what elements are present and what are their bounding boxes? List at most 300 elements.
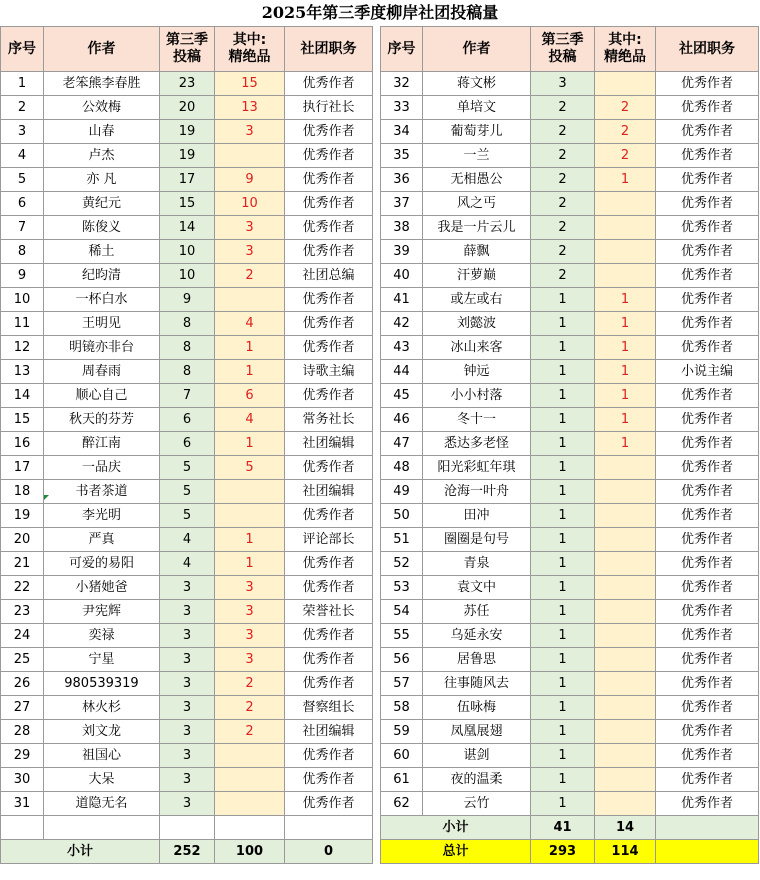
grand-total-label[interactable]: 总计 xyxy=(381,840,531,864)
row-role[interactable]: 诗歌主编 xyxy=(285,360,373,384)
row-role[interactable]: 优秀作者 xyxy=(656,240,759,264)
row-count[interactable]: 1 xyxy=(531,408,595,432)
row-no[interactable]: 40 xyxy=(381,264,423,288)
row-no[interactable]: 51 xyxy=(381,528,423,552)
row-role[interactable]: 优秀作者 xyxy=(656,792,759,816)
row-count[interactable]: 23 xyxy=(160,72,215,96)
row-no[interactable]: 3 xyxy=(1,120,44,144)
header-best-right[interactable] xyxy=(595,27,656,72)
row-count[interactable]: 1 xyxy=(531,480,595,504)
row-count[interactable]: 1 xyxy=(531,600,595,624)
header-role-right[interactable]: 社团职务 xyxy=(656,27,759,72)
row-no[interactable]: 2 xyxy=(1,96,44,120)
row-role[interactable]: 优秀作者 xyxy=(285,456,373,480)
row-best[interactable]: 2 xyxy=(595,120,656,144)
row-best[interactable] xyxy=(595,480,656,504)
row-author[interactable]: 我是一片云儿 xyxy=(423,216,531,240)
row-best[interactable] xyxy=(595,576,656,600)
row-count[interactable]: 5 xyxy=(160,504,215,528)
row-count[interactable]: 8 xyxy=(160,312,215,336)
row-best[interactable]: 3 xyxy=(215,648,285,672)
row-author[interactable]: 秋天的芬芳 xyxy=(44,408,160,432)
row-author[interactable]: 苏任 xyxy=(423,600,531,624)
row-no[interactable]: 54 xyxy=(381,600,423,624)
row-no[interactable]: 14 xyxy=(1,384,44,408)
row-author[interactable]: 一兰 xyxy=(423,144,531,168)
row-best[interactable]: 4 xyxy=(215,408,285,432)
row-role[interactable]: 优秀作者 xyxy=(285,216,373,240)
row-best[interactable] xyxy=(595,696,656,720)
row-role[interactable]: 优秀作者 xyxy=(285,336,373,360)
row-no[interactable]: 30 xyxy=(1,768,44,792)
row-count[interactable]: 14 xyxy=(160,216,215,240)
row-best[interactable] xyxy=(215,744,285,768)
row-no[interactable]: 6 xyxy=(1,192,44,216)
row-role[interactable]: 优秀作者 xyxy=(285,672,373,696)
row-count[interactable]: 1 xyxy=(531,672,595,696)
row-author[interactable]: 伍咏梅 xyxy=(423,696,531,720)
row-role[interactable]: 优秀作者 xyxy=(285,192,373,216)
row-count[interactable]: 1 xyxy=(531,624,595,648)
row-best[interactable]: 1 xyxy=(215,360,285,384)
row-author[interactable]: 或左或右 xyxy=(423,288,531,312)
row-best[interactable] xyxy=(215,504,285,528)
row-no[interactable]: 4 xyxy=(1,144,44,168)
row-role[interactable]: 社团编辑 xyxy=(285,480,373,504)
row-best[interactable]: 1 xyxy=(215,528,285,552)
row-count[interactable]: 19 xyxy=(160,144,215,168)
row-author[interactable]: 小猪她爸 xyxy=(44,576,160,600)
row-best[interactable]: 2 xyxy=(215,720,285,744)
row-best[interactable]: 13 xyxy=(215,96,285,120)
row-role[interactable]: 优秀作者 xyxy=(285,72,373,96)
row-best[interactable]: 1 xyxy=(595,360,656,384)
row-best[interactable] xyxy=(595,792,656,816)
row-role[interactable]: 优秀作者 xyxy=(285,120,373,144)
row-role[interactable]: 评论部长 xyxy=(285,528,373,552)
row-count[interactable]: 1 xyxy=(531,288,595,312)
header-no-right[interactable]: 序号 xyxy=(381,27,423,72)
row-author[interactable]: 王明见 xyxy=(44,312,160,336)
right-subtotal-count[interactable]: 41 xyxy=(531,816,595,840)
row-best[interactable] xyxy=(595,216,656,240)
row-count[interactable]: 5 xyxy=(160,480,215,504)
row-best[interactable] xyxy=(595,672,656,696)
row-no[interactable]: 12 xyxy=(1,336,44,360)
row-role[interactable]: 优秀作者 xyxy=(656,72,759,96)
row-no[interactable]: 42 xyxy=(381,312,423,336)
row-best[interactable]: 2 xyxy=(595,144,656,168)
row-best[interactable] xyxy=(215,768,285,792)
row-role[interactable]: 优秀作者 xyxy=(656,432,759,456)
row-count[interactable]: 3 xyxy=(160,792,215,816)
row-role[interactable]: 社团编辑 xyxy=(285,720,373,744)
header-count[interactable] xyxy=(160,27,215,72)
row-author[interactable]: 袁文中 xyxy=(423,576,531,600)
row-best[interactable]: 1 xyxy=(595,168,656,192)
row-author[interactable]: 冰山来客 xyxy=(423,336,531,360)
row-author[interactable]: 青泉 xyxy=(423,552,531,576)
row-no[interactable]: 45 xyxy=(381,384,423,408)
header-no[interactable]: 序号 xyxy=(1,27,44,72)
row-author[interactable]: 大呆 xyxy=(44,768,160,792)
row-count[interactable]: 3 xyxy=(160,576,215,600)
row-role[interactable]: 优秀作者 xyxy=(656,96,759,120)
row-author[interactable]: 卢杰 xyxy=(44,144,160,168)
row-role[interactable]: 优秀作者 xyxy=(656,168,759,192)
row-best[interactable]: 1 xyxy=(215,336,285,360)
row-no[interactable]: 17 xyxy=(1,456,44,480)
row-role[interactable]: 优秀作者 xyxy=(656,672,759,696)
row-no[interactable]: 7 xyxy=(1,216,44,240)
row-no[interactable]: 26 xyxy=(1,672,44,696)
row-best[interactable]: 9 xyxy=(215,168,285,192)
row-count[interactable]: 10 xyxy=(160,264,215,288)
row-author[interactable]: 单培文 xyxy=(423,96,531,120)
row-count[interactable]: 1 xyxy=(531,648,595,672)
row-no[interactable]: 46 xyxy=(381,408,423,432)
row-author[interactable]: 刘懿波 xyxy=(423,312,531,336)
row-author[interactable]: 奕禄 xyxy=(44,624,160,648)
header-author-right[interactable]: 作者 xyxy=(423,27,531,72)
row-best[interactable] xyxy=(595,456,656,480)
row-count[interactable]: 10 xyxy=(160,240,215,264)
row-count[interactable]: 2 xyxy=(531,216,595,240)
row-best[interactable] xyxy=(595,648,656,672)
row-role[interactable]: 优秀作者 xyxy=(656,528,759,552)
row-best[interactable]: 1 xyxy=(215,552,285,576)
row-author[interactable]: 小小村落 xyxy=(423,384,531,408)
row-count[interactable]: 3 xyxy=(160,720,215,744)
row-role[interactable]: 优秀作者 xyxy=(285,504,373,528)
row-no[interactable]: 53 xyxy=(381,576,423,600)
row-author[interactable]: 公效梅 xyxy=(44,96,160,120)
row-no[interactable]: 18 xyxy=(1,480,44,504)
row-no[interactable]: 35 xyxy=(381,144,423,168)
row-count[interactable]: 1 xyxy=(531,768,595,792)
row-best[interactable] xyxy=(215,288,285,312)
row-role[interactable]: 优秀作者 xyxy=(285,792,373,816)
row-role[interactable]: 优秀作者 xyxy=(656,768,759,792)
row-no[interactable]: 27 xyxy=(1,696,44,720)
row-count[interactable]: 7 xyxy=(160,384,215,408)
row-no[interactable]: 29 xyxy=(1,744,44,768)
left-subtotal-role[interactable]: 0 xyxy=(285,840,373,864)
row-no[interactable]: 62 xyxy=(381,792,423,816)
row-author[interactable]: 稀土 xyxy=(44,240,160,264)
row-author[interactable]: 祖国心 xyxy=(44,744,160,768)
row-author[interactable]: 980539319 xyxy=(44,672,160,696)
row-author[interactable]: 亦 凡 xyxy=(44,168,160,192)
row-count[interactable]: 2 xyxy=(531,192,595,216)
row-role[interactable]: 优秀作者 xyxy=(656,192,759,216)
row-count[interactable]: 19 xyxy=(160,120,215,144)
left-subtotal-label[interactable]: 小计 xyxy=(1,840,160,864)
header-count-right[interactable] xyxy=(531,27,595,72)
header-role[interactable]: 社团职务 xyxy=(285,27,373,72)
row-author[interactable]: 汗萝巅 xyxy=(423,264,531,288)
row-role[interactable]: 优秀作者 xyxy=(656,624,759,648)
row-best[interactable]: 2 xyxy=(215,696,285,720)
row-role[interactable]: 优秀作者 xyxy=(285,648,373,672)
row-role[interactable]: 优秀作者 xyxy=(285,552,373,576)
row-role[interactable]: 优秀作者 xyxy=(285,312,373,336)
row-author[interactable]: 山春 xyxy=(44,120,160,144)
row-no[interactable]: 9 xyxy=(1,264,44,288)
row-no[interactable]: 31 xyxy=(1,792,44,816)
row-no[interactable]: 50 xyxy=(381,504,423,528)
row-count[interactable]: 1 xyxy=(531,504,595,528)
row-no[interactable]: 59 xyxy=(381,720,423,744)
row-role[interactable]: 社团编辑 xyxy=(285,432,373,456)
row-no[interactable]: 16 xyxy=(1,432,44,456)
row-author[interactable]: 醉江南 xyxy=(44,432,160,456)
row-role[interactable]: 督察组长 xyxy=(285,696,373,720)
row-author[interactable]: 可爱的易阳 xyxy=(44,552,160,576)
row-author[interactable]: 田冲 xyxy=(423,504,531,528)
row-best[interactable]: 3 xyxy=(215,600,285,624)
row-author[interactable]: 宁星 xyxy=(44,648,160,672)
row-count[interactable]: 3 xyxy=(531,72,595,96)
row-no[interactable]: 23 xyxy=(1,600,44,624)
row-role[interactable]: 优秀作者 xyxy=(656,648,759,672)
row-role[interactable]: 优秀作者 xyxy=(656,264,759,288)
row-no[interactable]: 36 xyxy=(381,168,423,192)
row-author[interactable]: 严真 xyxy=(44,528,160,552)
row-best[interactable]: 10 xyxy=(215,192,285,216)
row-role[interactable]: 优秀作者 xyxy=(656,456,759,480)
row-best[interactable]: 2 xyxy=(595,96,656,120)
row-count[interactable]: 1 xyxy=(531,696,595,720)
row-count[interactable]: 2 xyxy=(531,120,595,144)
row-best[interactable] xyxy=(595,552,656,576)
row-count[interactable]: 1 xyxy=(531,312,595,336)
row-role[interactable]: 优秀作者 xyxy=(656,144,759,168)
row-role[interactable]: 优秀作者 xyxy=(285,144,373,168)
row-count[interactable]: 6 xyxy=(160,432,215,456)
row-author[interactable]: 圈圈是句号 xyxy=(423,528,531,552)
row-role[interactable]: 荣誉社长 xyxy=(285,600,373,624)
row-best[interactable] xyxy=(595,528,656,552)
header-author[interactable]: 作者 xyxy=(44,27,160,72)
row-author[interactable]: 悉达多老怪 xyxy=(423,432,531,456)
row-count[interactable]: 4 xyxy=(160,552,215,576)
row-count[interactable]: 1 xyxy=(531,552,595,576)
right-subtotal-label[interactable]: 小计 xyxy=(381,816,531,840)
row-author[interactable]: 老笨熊李春胜 xyxy=(44,72,160,96)
row-count[interactable]: 17 xyxy=(160,168,215,192)
row-best[interactable]: 6 xyxy=(215,384,285,408)
row-role[interactable]: 优秀作者 xyxy=(656,720,759,744)
row-no[interactable]: 25 xyxy=(1,648,44,672)
row-role[interactable]: 优秀作者 xyxy=(656,696,759,720)
row-count[interactable]: 1 xyxy=(531,792,595,816)
row-no[interactable]: 5 xyxy=(1,168,44,192)
row-no[interactable]: 19 xyxy=(1,504,44,528)
row-no[interactable]: 41 xyxy=(381,288,423,312)
row-author[interactable]: 顺心自己 xyxy=(44,384,160,408)
row-count[interactable]: 15 xyxy=(160,192,215,216)
row-best[interactable]: 1 xyxy=(595,432,656,456)
header-best[interactable] xyxy=(215,27,285,72)
row-best[interactable] xyxy=(595,504,656,528)
row-no[interactable]: 21 xyxy=(1,552,44,576)
row-author[interactable]: 谌剑 xyxy=(423,744,531,768)
row-author[interactable]: 尹宪辉 xyxy=(44,600,160,624)
row-best[interactable]: 4 xyxy=(215,312,285,336)
row-role[interactable]: 优秀作者 xyxy=(656,384,759,408)
row-no[interactable]: 49 xyxy=(381,480,423,504)
row-role[interactable]: 优秀作者 xyxy=(656,216,759,240)
row-author[interactable]: 无相愚公 xyxy=(423,168,531,192)
row-best[interactable] xyxy=(595,624,656,648)
row-no[interactable]: 28 xyxy=(1,720,44,744)
right-subtotal-best[interactable]: 14 xyxy=(595,816,656,840)
row-best[interactable]: 3 xyxy=(215,624,285,648)
row-no[interactable]: 1 xyxy=(1,72,44,96)
row-author[interactable]: 夜的温柔 xyxy=(423,768,531,792)
row-role[interactable]: 优秀作者 xyxy=(656,600,759,624)
row-role[interactable]: 优秀作者 xyxy=(285,168,373,192)
row-best[interactable] xyxy=(215,792,285,816)
row-no[interactable]: 44 xyxy=(381,360,423,384)
row-best[interactable] xyxy=(215,144,285,168)
row-no[interactable]: 48 xyxy=(381,456,423,480)
row-best[interactable]: 1 xyxy=(215,432,285,456)
row-author[interactable]: 冬十一 xyxy=(423,408,531,432)
row-best[interactable]: 2 xyxy=(215,672,285,696)
row-best[interactable]: 1 xyxy=(595,384,656,408)
row-author[interactable]: 道隐无名 xyxy=(44,792,160,816)
row-author[interactable]: 一品庆 xyxy=(44,456,160,480)
row-author[interactable]: 风之丐 xyxy=(423,192,531,216)
row-best[interactable] xyxy=(595,768,656,792)
row-author[interactable]: 周春雨 xyxy=(44,360,160,384)
row-best[interactable]: 1 xyxy=(595,312,656,336)
row-count[interactable]: 2 xyxy=(531,96,595,120)
row-no[interactable]: 43 xyxy=(381,336,423,360)
row-role[interactable]: 社团总编 xyxy=(285,264,373,288)
row-author[interactable]: 纪昀清 xyxy=(44,264,160,288)
grand-total-count[interactable]: 293 xyxy=(531,840,595,864)
row-count[interactable]: 3 xyxy=(160,648,215,672)
row-no[interactable]: 34 xyxy=(381,120,423,144)
row-no[interactable]: 47 xyxy=(381,432,423,456)
row-best[interactable]: 1 xyxy=(595,288,656,312)
row-count[interactable]: 3 xyxy=(160,696,215,720)
row-author[interactable]: 蒋文彬 xyxy=(423,72,531,96)
row-author[interactable]: 刘文龙 xyxy=(44,720,160,744)
row-no[interactable]: 32 xyxy=(381,72,423,96)
row-role[interactable]: 优秀作者 xyxy=(285,744,373,768)
row-count[interactable]: 2 xyxy=(531,168,595,192)
row-count[interactable]: 3 xyxy=(160,744,215,768)
row-count[interactable]: 1 xyxy=(531,456,595,480)
row-no[interactable]: 11 xyxy=(1,312,44,336)
row-author[interactable]: 往事随风去 xyxy=(423,672,531,696)
row-role[interactable]: 优秀作者 xyxy=(656,744,759,768)
row-author[interactable]: 李光明 xyxy=(44,504,160,528)
row-no[interactable]: 38 xyxy=(381,216,423,240)
row-role[interactable]: 优秀作者 xyxy=(285,288,373,312)
row-role[interactable]: 优秀作者 xyxy=(285,576,373,600)
row-no[interactable]: 8 xyxy=(1,240,44,264)
row-count[interactable]: 3 xyxy=(160,672,215,696)
row-author[interactable]: 明镜亦非台 xyxy=(44,336,160,360)
row-count[interactable]: 1 xyxy=(531,384,595,408)
row-author[interactable]: 薛飘 xyxy=(423,240,531,264)
row-best[interactable]: 3 xyxy=(215,576,285,600)
row-role[interactable]: 优秀作者 xyxy=(656,576,759,600)
row-role[interactable]: 小说主编 xyxy=(656,360,759,384)
row-no[interactable]: 22 xyxy=(1,576,44,600)
row-best[interactable] xyxy=(595,720,656,744)
row-no[interactable]: 60 xyxy=(381,744,423,768)
row-no[interactable]: 10 xyxy=(1,288,44,312)
row-role[interactable]: 执行社长 xyxy=(285,96,373,120)
row-count[interactable]: 5 xyxy=(160,456,215,480)
row-author[interactable]: 陈俊义 xyxy=(44,216,160,240)
row-best[interactable]: 1 xyxy=(595,336,656,360)
row-count[interactable]: 3 xyxy=(160,624,215,648)
row-count[interactable]: 1 xyxy=(531,528,595,552)
row-role[interactable]: 优秀作者 xyxy=(656,480,759,504)
row-best[interactable]: 3 xyxy=(215,240,285,264)
row-role[interactable]: 优秀作者 xyxy=(656,504,759,528)
row-author[interactable]: 林火杉 xyxy=(44,696,160,720)
row-role[interactable]: 优秀作者 xyxy=(285,384,373,408)
row-count[interactable]: 2 xyxy=(531,144,595,168)
row-no[interactable]: 15 xyxy=(1,408,44,432)
row-count[interactable]: 2 xyxy=(531,264,595,288)
row-best[interactable]: 3 xyxy=(215,120,285,144)
row-count[interactable]: 8 xyxy=(160,360,215,384)
row-author[interactable]: 云竹 xyxy=(423,792,531,816)
row-role[interactable]: 优秀作者 xyxy=(656,288,759,312)
row-best[interactable] xyxy=(595,744,656,768)
row-no[interactable]: 37 xyxy=(381,192,423,216)
row-no[interactable]: 52 xyxy=(381,552,423,576)
row-author[interactable]: 书者茶道 xyxy=(44,480,160,504)
row-count[interactable]: 1 xyxy=(531,720,595,744)
row-no[interactable]: 58 xyxy=(381,696,423,720)
row-role[interactable]: 优秀作者 xyxy=(285,240,373,264)
row-no[interactable]: 57 xyxy=(381,672,423,696)
row-author[interactable]: 居鲁思 xyxy=(423,648,531,672)
row-author[interactable]: 钟远 xyxy=(423,360,531,384)
row-best[interactable] xyxy=(595,600,656,624)
row-author[interactable]: 沧海一叶舟 xyxy=(423,480,531,504)
row-count[interactable]: 1 xyxy=(531,744,595,768)
row-count[interactable]: 1 xyxy=(531,336,595,360)
row-best[interactable] xyxy=(595,264,656,288)
row-role[interactable]: 优秀作者 xyxy=(656,408,759,432)
row-author[interactable]: 阳光彩虹年琪 xyxy=(423,456,531,480)
row-best[interactable] xyxy=(595,192,656,216)
row-author[interactable]: 黄纪元 xyxy=(44,192,160,216)
row-author[interactable]: 一杯白水 xyxy=(44,288,160,312)
left-subtotal-count[interactable]: 252 xyxy=(160,840,215,864)
row-count[interactable]: 1 xyxy=(531,360,595,384)
row-no[interactable]: 39 xyxy=(381,240,423,264)
row-author[interactable]: 葡萄芽儿 xyxy=(423,120,531,144)
row-no[interactable]: 13 xyxy=(1,360,44,384)
row-count[interactable]: 20 xyxy=(160,96,215,120)
row-best[interactable] xyxy=(215,480,285,504)
row-role[interactable]: 优秀作者 xyxy=(656,312,759,336)
row-role[interactable]: 优秀作者 xyxy=(656,336,759,360)
row-no[interactable]: 61 xyxy=(381,768,423,792)
